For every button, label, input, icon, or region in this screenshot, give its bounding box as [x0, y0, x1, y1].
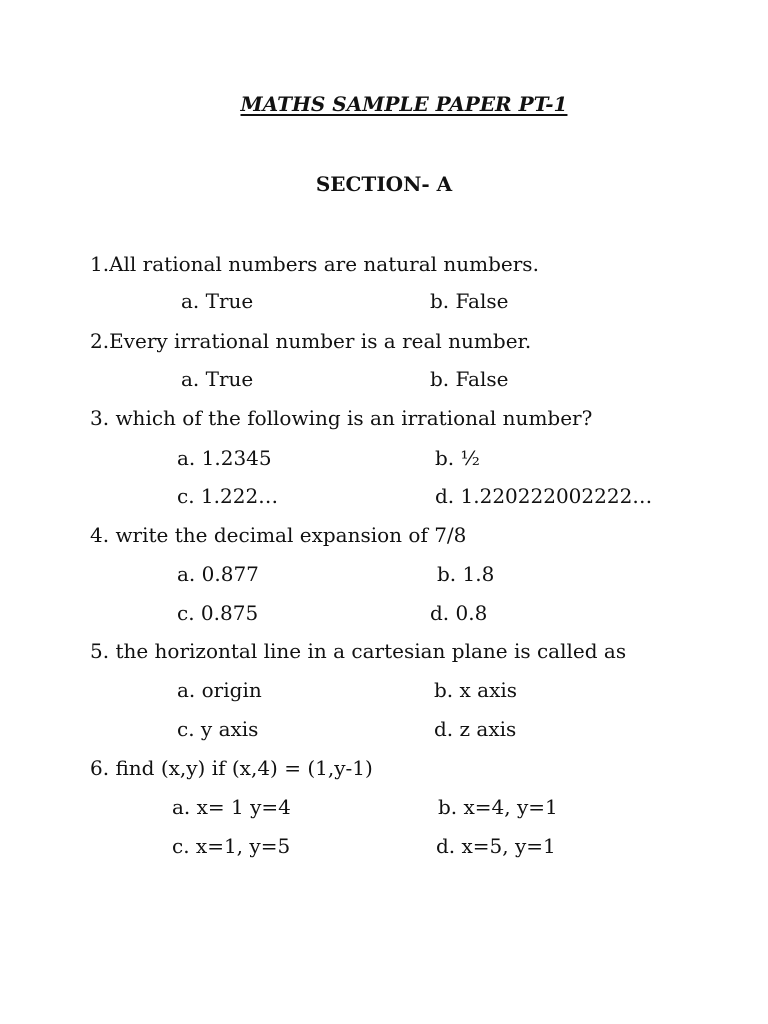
question-5: 5. the horizontal line in a cartesian plane is called as [90, 639, 627, 663]
question-4: 4. write the decimal expansion of 7/8 [90, 523, 467, 547]
question-2-option-b[interactable]: b. False [430, 367, 509, 391]
question-5-option-a[interactable]: a. origin [177, 678, 262, 702]
question-3-option-b[interactable]: b. ½ [435, 446, 480, 470]
question-2-option-a[interactable]: a. True [181, 367, 254, 391]
question-4-option-a[interactable]: a. 0.877 [177, 562, 259, 586]
paper-title: MATHS SAMPLE PAPER PT-1 [240, 92, 568, 116]
question-5-option-c[interactable]: c. y axis [177, 717, 259, 741]
question-6-option-a[interactable]: a. x= 1 y=4 [172, 795, 291, 819]
question-1-option-a[interactable]: a. True [181, 289, 254, 313]
question-5-option-b[interactable]: b. x axis [434, 678, 518, 702]
section-heading: SECTION- A [315, 172, 453, 196]
question-1: 1.All rational numbers are natural numbers. [90, 252, 539, 276]
question-4-option-b[interactable]: b. 1.8 [437, 562, 495, 586]
question-4-option-d[interactable]: d. 0.8 [430, 601, 488, 625]
question-6-option-c[interactable]: c. x=1, y=5 [172, 834, 291, 858]
question-3-option-d[interactable]: d. 1.220222002222… [435, 484, 653, 508]
question-6-option-b[interactable]: b. x=4, y=1 [438, 795, 558, 819]
question-1-option-b[interactable]: b. False [430, 289, 509, 313]
question-3-option-a[interactable]: a. 1.2345 [177, 446, 272, 470]
question-3-option-c[interactable]: c. 1.222… [177, 484, 279, 508]
question-2: 2.Every irrational number is a real number. [90, 329, 532, 353]
question-4-option-c[interactable]: c. 0.875 [177, 601, 259, 625]
question-6-option-d[interactable]: d. x=5, y=1 [436, 834, 556, 858]
question-6: 6. find (x,y) if (x,4) = (1,y-1) [90, 756, 373, 780]
question-3: 3. which of the following is an irrational number? [90, 406, 593, 430]
question-5-option-d[interactable]: d. z axis [434, 717, 517, 741]
